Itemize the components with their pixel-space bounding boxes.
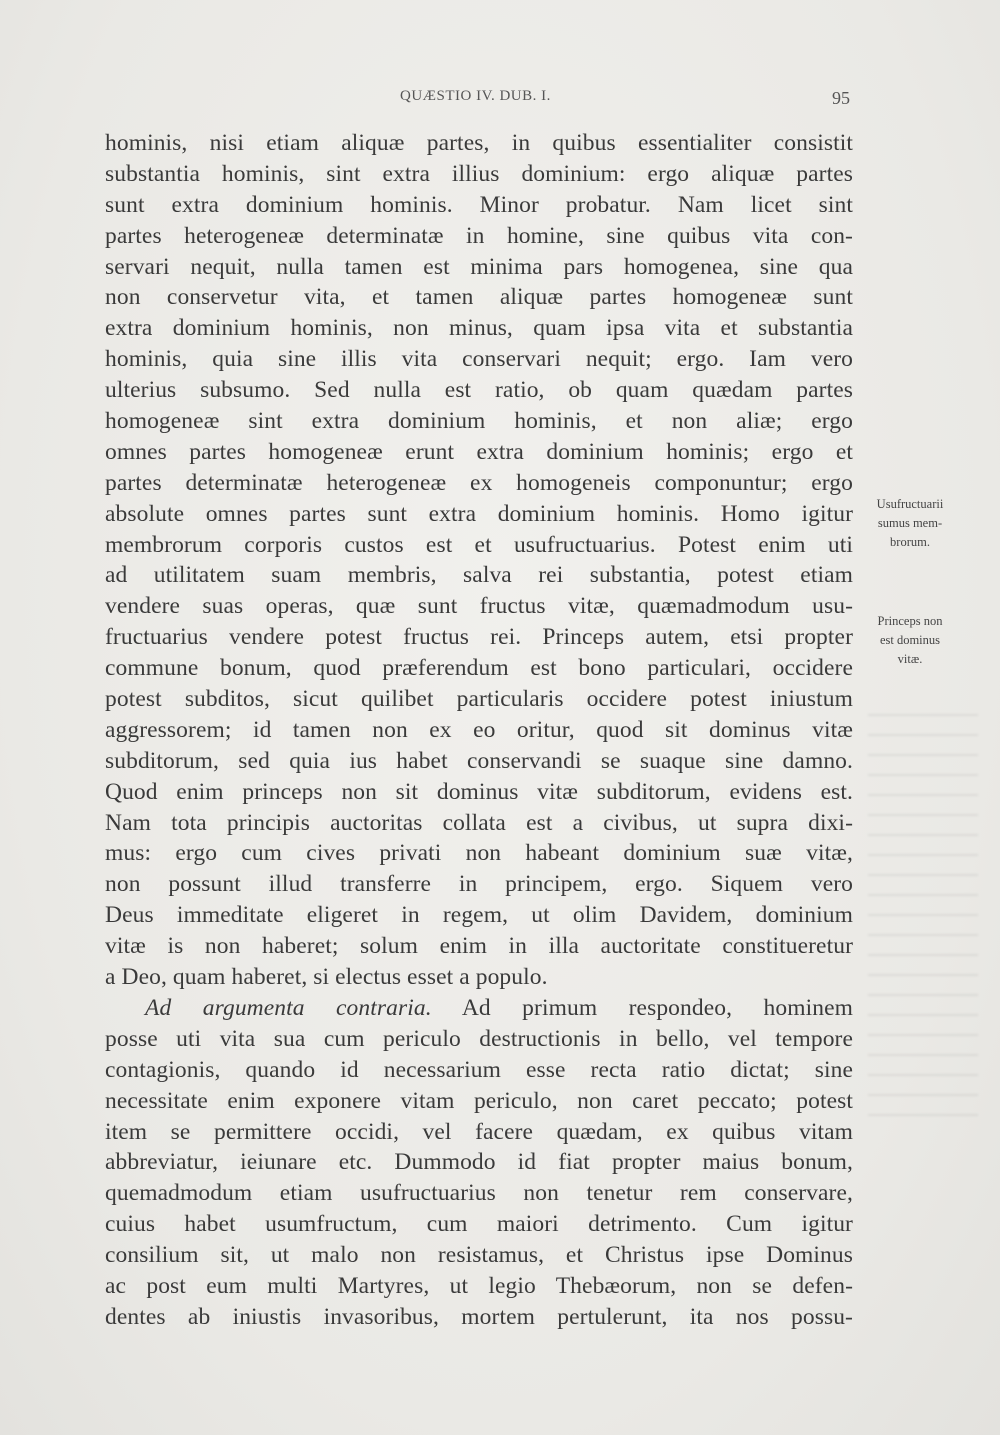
running-head (100, 88, 850, 112)
text-line: a Deo, quam haberet, si electus esset a populo. (105, 964, 548, 991)
margin-note-usufructuarii (855, 495, 965, 552)
text-line: sunt extra dominium hominis. Minor probatur. Nam licet sint (105, 191, 853, 218)
text-line: Quod enim princeps non sit dominus vitæ subditorum, evidens est. (105, 778, 853, 805)
running-title: QUÆSTIO IV. DUB. I. (400, 88, 551, 104)
text-line: Nam tota principis auctoritas collata est a civibus, ut supra dixi- (105, 809, 853, 836)
paragraph-start-line (105, 993, 853, 1024)
text-line: substantia hominis, sint extra illius dominium: ergo aliquæ partes (105, 160, 853, 187)
text-line: commune bonum, quod præferendum est bono particulari, occidere (105, 655, 853, 682)
text-line: aggressorem; id tamen non ex eo oritur, quod sit dominus vitæ (105, 716, 853, 743)
text-line: ac post eum multi Martyres, ut legio Thebæorum, non se defen- (105, 1272, 853, 1299)
text-line: partes heterogeneæ determinatæ in homine, sine quibus vita con- (105, 222, 853, 249)
margin-note-line: sumus mem- (877, 516, 943, 530)
text-line: hominis, nisi etiam aliquæ partes, in quibus essentialiter consistit (105, 130, 853, 156)
margin-note-line: Princeps non (877, 614, 943, 628)
page-number: 95 (832, 88, 850, 108)
italic-heading: Ad argumenta contraria. (145, 994, 432, 1021)
margin-note-line: vitæ. (897, 652, 923, 666)
text-line: absolute omnes partes sunt extra dominium hominis. Homo igitur (105, 500, 853, 527)
text-line: contagionis, quando id necessarium esse recta ratio dictat; sine (105, 1056, 853, 1083)
text-line: servari nequit, nulla tamen est minima pars homogenea, sine qua (105, 253, 853, 280)
margin-note-line: brorum. (890, 535, 930, 549)
text-line: partes determinatæ heterogeneæ ex homogeneis componuntur; ergo (105, 469, 853, 496)
text-line: fructuarius vendere potest fructus rei. Princeps autem, etsi propter (105, 624, 853, 651)
text-line: vendere suas operas, quæ sunt fructus vitæ, quæmadmodum usu- (105, 593, 853, 620)
show-through-bleed (868, 700, 978, 1120)
text-line: necessitate enim exponere vitam periculo, non caret peccato; potest (105, 1087, 853, 1114)
text-line: extra dominium hominis, non minus, quam ipsa vita et substantia (105, 315, 853, 342)
text-line: hominis, quia sine illis vita conservari nequit; ergo. Iam vero (105, 346, 853, 373)
text-line: non conservetur vita, et tamen aliquæ partes homogeneæ sunt (105, 284, 853, 311)
text-line: item se permittere occidi, vel facere quædam, ex quibus vitam (105, 1118, 853, 1145)
text-line: posse uti vita sua cum periculo destructionis in bello, vel tempore (105, 1025, 853, 1052)
text-line: ulterius subsumo. Sed nulla est ratio, ob quam quædam partes (105, 377, 853, 404)
body-text (105, 128, 853, 1333)
text-line: membrorum corporis custos est et usufructuarius. Potest enim uti (105, 531, 853, 558)
text-line: quemadmodum etiam usufructuarius non tenetur rem conservare, (105, 1180, 853, 1207)
margin-note-line: est dominus (879, 633, 941, 647)
text-line: ad utilitatem suam membris, salva rei substantia, potest etiam (105, 562, 853, 589)
text-line: potest subditos, sicut quilibet particularis occidere potest iniustum (105, 686, 853, 713)
text-line: abbreviatur, ieiunare etc. Dummodo id fiat propter maius bonum, (105, 1149, 853, 1176)
paragraph-start-text: Ad primum respondeo, hominem (431, 994, 853, 1021)
text-line: homogeneæ sint extra dominium hominis, et non aliæ; ergo (105, 408, 853, 435)
text-line: cuius habet usumfructum, cum maiori detrimento. Cum igitur (105, 1211, 853, 1238)
text-line: subditorum, sed quia ius habet conservandi se suaque sine damno. (105, 747, 853, 774)
text-line: consilium sit, ut malo non resistamus, et Christus ipse Dominus (105, 1242, 853, 1269)
text-line: non possunt illud transferre in principem, ergo. Siquem vero (105, 871, 853, 898)
margin-note-princeps (855, 612, 965, 669)
margin-note-line: Usufructuarii (876, 497, 944, 511)
text-line: Deus immeditate eligeret in regem, ut olim Davidem, dominium (105, 902, 853, 929)
text-line: dentes ab iniustis invasoribus, mortem pertulerunt, ita nos possu- (105, 1303, 853, 1330)
text-line: omnes partes homogeneæ erunt extra dominium hominis; ergo et (105, 438, 853, 465)
text-line: mus: ergo cum cives privati non habeant dominium suæ vitæ, (105, 840, 853, 867)
text-line: vitæ is non haberet; solum enim in illa auctoritate constitueretur (105, 933, 853, 960)
